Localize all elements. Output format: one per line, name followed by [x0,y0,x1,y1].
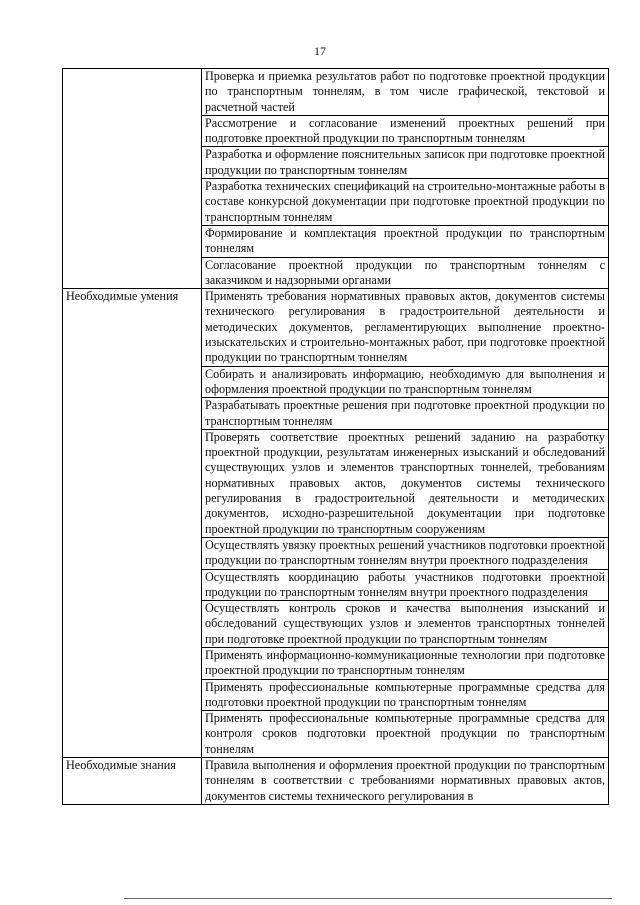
requirement-item: Применять профессиональные компьютерные программные средства для подготовки проектной продукции по транспортным тоннелям [202,679,609,711]
requirement-item: Осуществлять контроль сроков и качества выполнения изысканий и обследований существующих узлов и элементов транспортных тоннелей при подготовке проектной продукции по транспортным тоннелям [202,601,609,648]
requirement-item: Правила выполнения и оформления проектной продукции по транспортным тоннелям в соответствии с требованиями нормативных правовых актов, документов системы технического регулирования в [202,758,609,805]
requirement-item: Согласование проектной продукции по транспортным тоннелям с заказчиком и надзорными органами [202,257,609,289]
section-label [63,69,202,289]
table-row [63,758,609,805]
bottom-rule [124,898,612,899]
requirement-item: Применять информационно-коммуникационные технологии при подготовке проектной продукции по транспортным тоннелям [202,647,609,679]
requirement-item: Разработка технических спецификаций на строительно-монтажные работы в составе конкурсной документации при подготовке проектной продукции по транспортным тоннелям [202,179,609,226]
requirement-item: Формирование и комплектация проектной продукции по транспортным тоннелям [202,225,609,257]
requirement-item: Разработка и оформление пояснительных записок при подготовке проектной продукции по транспортным тоннелям [202,147,609,179]
table-row [63,69,609,116]
requirement-item: Проверка и приемка результатов работ по подготовке проектной продукции по транспортным тоннелям, в том числе графической, текстовой и расчетной частей [202,69,609,116]
requirement-item: Рассмотрение и согласование изменений проектных решений при подготовке проектной продукции по транспортным тоннелям [202,115,609,147]
requirement-item: Разрабатывать проектные решения при подготовке проектной продукции по транспортным тоннелям [202,398,609,430]
requirement-item: Применять требования нормативных правовых актов, документов системы технического регулирования в градостроительной деятельности и методических документов, регламентирующих выполнение проектно-изыскательских и строительно-монтажных работ, при подготовке проектной продукции по транспортным тоннелям [202,289,609,366]
requirement-item: Проверять соответствие проектных решений заданию на разработку проектной продукции, результатам инженерных изысканий и обследований существующих узлов и элементов транспортных тоннелей, требованиям нормативных правовых актов, документов системы технического регулирования в градостроительной деятельности и методических документов, исходно-разрешительной документации при подготовке проектной продукции по транспортным сооружениям [202,429,609,537]
requirement-item: Осуществлять увязку проектных решений участников подготовки проектной продукции по транспортным тоннелям внутри проектного подразделения [202,537,609,569]
page-number: 17 [314,44,326,58]
requirement-item: Собирать и анализировать информацию, необходимую для выполнения и оформления проектной продукции по транспортным тоннелям [202,366,609,398]
requirement-item: Осуществлять координацию работы участников подготовки проектной продукции по транспортным тоннелям внутри проектного подразделения [202,569,609,601]
requirement-item: Применять профессиональные компьютерные программные средства для контроля сроков подготовки проектной продукции по транспортным тоннелям [202,711,609,758]
table-row [63,289,609,366]
section-label: Необходимые знания [63,758,202,805]
section-label: Необходимые умения [63,289,202,758]
requirements-table [62,68,609,805]
